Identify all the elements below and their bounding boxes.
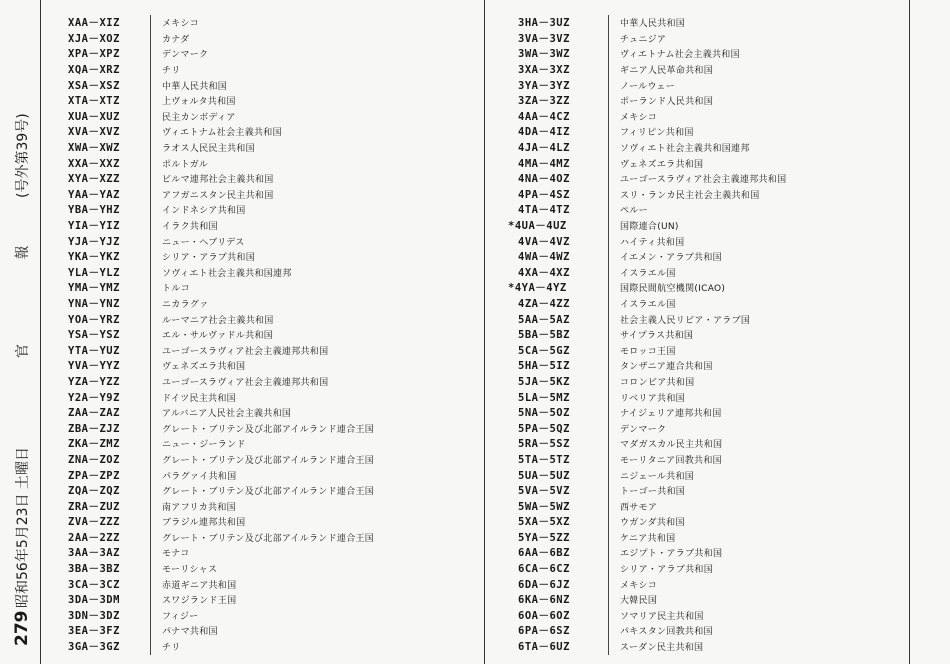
page-number: 279: [12, 610, 32, 646]
country-name: ユーゴースラヴィア社会主義連邦共和国: [620, 175, 787, 186]
call-sign-series: *4UA－4UZ: [508, 220, 567, 233]
country-name: ヴィエトナム社会主義共和国: [620, 50, 740, 61]
table-row: [508, 218, 898, 234]
table-row: [518, 514, 898, 530]
table-row: [68, 249, 470, 265]
call-sign-series: 4AA－4CZ: [518, 110, 570, 123]
call-sign-series: 3DA－3DM: [68, 594, 120, 607]
table-row: [68, 592, 470, 608]
country-name: ニュー・ヘブリデス: [162, 237, 245, 248]
country-name: デンマーク: [620, 424, 667, 435]
call-sign-series: XXA－XXZ: [68, 157, 120, 170]
table-row: [518, 109, 898, 125]
country-name: 西サモア: [620, 502, 658, 513]
table-row: [518, 171, 898, 187]
table-row: [518, 561, 898, 577]
country-name: デンマーク: [162, 50, 209, 61]
call-sign-series: ZNA－ZOZ: [68, 453, 120, 466]
country-name: ニュー・ジーランド: [162, 440, 246, 451]
country-name: 大韓民国: [620, 596, 658, 607]
call-sign-series: 5YA－5ZZ: [518, 531, 570, 544]
table-row: [518, 576, 898, 592]
call-sign-series: Y2A－Y9Z: [68, 391, 120, 404]
country-name: ペルー: [620, 206, 648, 217]
country-name: 民主カンボディア: [162, 112, 236, 123]
table-row: [68, 46, 470, 62]
country-name: トルコ: [162, 284, 190, 295]
call-sign-series: 5AA－5AZ: [518, 313, 570, 326]
call-sign-series: 5CA－5GZ: [518, 344, 570, 357]
table-row: [518, 358, 898, 374]
call-sign-series: ZKA－ZMZ: [68, 438, 120, 451]
table-row: [518, 374, 898, 390]
call-sign-series: 3HA－3UZ: [518, 17, 570, 30]
call-sign-series: 4XA－4XZ: [518, 266, 570, 279]
call-sign-series: 3CA－3CZ: [68, 578, 120, 591]
country-name: フィジー: [162, 611, 199, 622]
call-sign-series: 4MA－4MZ: [518, 157, 570, 170]
table-row: [518, 452, 898, 468]
table-row: [68, 15, 470, 31]
country-name: グレート・ブリテン及び北部アイルランド連合王国: [162, 455, 375, 466]
header-line: [8, 0, 36, 646]
table-row: [518, 93, 898, 109]
country-name: ナイジェリア連邦共和国: [620, 409, 722, 420]
country-name: ユーゴースラヴィア社会主義連邦共和国: [162, 377, 329, 388]
country-name: ヴィエトナム社会主義共和国: [162, 128, 282, 139]
call-sign-series: 3BA－3BZ: [68, 563, 120, 576]
table-row: [518, 46, 898, 62]
call-sign-series: 2AA－2ZZ: [68, 531, 120, 544]
table-row: [518, 155, 898, 171]
table-row: [68, 623, 470, 639]
table-row: [68, 342, 470, 358]
table-row: [68, 93, 470, 109]
table-row: [68, 452, 470, 468]
country-name: ウガンダ共和国: [620, 518, 685, 529]
country-name: 中華人民共和国: [620, 19, 686, 30]
table-row: [68, 140, 470, 156]
country-name: グレート・ブリテン及び北部アイルランド連合王国: [162, 424, 375, 435]
table-row: [68, 280, 470, 296]
call-sign-series: YLA－YLZ: [68, 266, 120, 279]
call-sign-series: XUA－XUZ: [68, 110, 120, 123]
country-name: タンザニア連合共和国: [620, 362, 713, 373]
country-name: ケニア共和国: [620, 533, 676, 544]
call-sign-series: 5BA－5BZ: [518, 329, 570, 342]
country-name: イエメン・アラブ共和国: [620, 253, 722, 264]
country-name: エジプト・アラブ共和国: [620, 549, 723, 560]
call-sign-table-right: [508, 15, 898, 655]
country-name: チリ: [162, 66, 181, 77]
call-sign-series: XVA－XVZ: [68, 126, 120, 139]
table-row: [518, 124, 898, 140]
column-separator: [150, 15, 151, 655]
table-row: [518, 202, 898, 218]
country-name: ビルマ連邦社会主義共和国: [162, 175, 274, 186]
table-row: [68, 218, 470, 234]
call-sign-series: XTA－XTZ: [68, 95, 120, 108]
call-sign-series: ZBA－ZJZ: [68, 422, 120, 435]
column-separator: [608, 15, 609, 655]
call-sign-series: ZPA－ZPZ: [68, 469, 120, 482]
country-name: ドイツ民主共和国: [162, 393, 236, 404]
country-name: メキシコ: [620, 580, 658, 591]
country-name: マダガスカル民主共和国: [620, 440, 723, 451]
country-name: チュニジア: [620, 34, 667, 45]
table-row: [68, 77, 470, 93]
table-row: [518, 530, 898, 546]
table-row: [518, 389, 898, 405]
call-sign-series: XSA－XSZ: [68, 79, 120, 92]
country-name: シリア・アラブ共和国: [162, 253, 256, 264]
call-sign-series: 4DA－4IZ: [518, 126, 570, 139]
country-name: ソヴィエト社会主義共和国連邦: [620, 144, 750, 155]
country-name: パラグァイ共和国: [162, 471, 237, 482]
country-name: リベリア共和国: [620, 393, 685, 404]
table-row: [518, 483, 898, 499]
call-sign-series: 4JA－4LZ: [518, 142, 570, 155]
table-row: [518, 467, 898, 483]
call-sign-series: 5NA－5OZ: [518, 407, 570, 420]
center-rule: [484, 0, 485, 664]
country-name: ニカラグァ: [162, 299, 209, 310]
call-sign-series: 3WA－3WZ: [518, 48, 570, 61]
country-name: 中華人民共和国: [162, 81, 228, 92]
country-name: モロッコ王国: [620, 346, 676, 357]
country-name: 国際連合(UN): [620, 222, 679, 233]
call-sign-series: 4PA－4SZ: [518, 188, 570, 201]
gazette-title: 官 報: [15, 205, 31, 358]
call-sign-series: 6DA－6JZ: [518, 578, 570, 591]
call-sign-series: 6KA－6NZ: [518, 594, 570, 607]
table-row: [518, 608, 898, 624]
country-name: スリ・ランカ民主社会主義共和国: [620, 190, 760, 201]
table-row: [68, 311, 470, 327]
table-row: [68, 514, 470, 530]
table-row: [68, 296, 470, 312]
table-row: [518, 140, 898, 156]
call-sign-series: 4VA－4VZ: [518, 235, 570, 248]
table-row: [518, 436, 898, 452]
country-name: ヴェネズエラ共和国: [620, 159, 704, 170]
table-row: [68, 639, 470, 655]
table-row: [68, 233, 470, 249]
call-sign-series: 3GA－3GZ: [68, 641, 120, 654]
call-sign-series: YOA－YRZ: [68, 313, 120, 326]
call-sign-series: YNA－YNZ: [68, 297, 120, 310]
table-row: [68, 498, 470, 514]
country-name: ニジェール共和国: [620, 471, 695, 482]
table-row: [518, 311, 898, 327]
table-row: [518, 327, 898, 343]
table-row: [68, 109, 470, 125]
country-name: コロンビア共和国: [620, 377, 695, 388]
call-sign-table-left: [68, 15, 470, 655]
country-name: ヴェネズエラ共和国: [162, 362, 246, 373]
call-sign-series: YZA－YZZ: [68, 375, 120, 388]
table-row: [68, 436, 470, 452]
call-sign-series: ZRA－ZUZ: [68, 500, 120, 513]
country-name: ポーランド人民共和国: [620, 97, 714, 108]
call-sign-series: YMA－YMZ: [68, 282, 120, 295]
country-name: ブラジル連邦共和国: [162, 518, 246, 529]
call-sign-series: XAA－XIZ: [68, 17, 120, 30]
call-sign-series: 5VA－5VZ: [518, 485, 570, 498]
country-name: ギニア人民革命共和国: [620, 66, 714, 77]
table-row: [68, 608, 470, 624]
table-row: [68, 171, 470, 187]
table-row: [518, 15, 898, 31]
country-name: 社会主義人民リビア・アラブ国: [620, 315, 751, 326]
header-rule: [40, 0, 41, 664]
table-row: [68, 358, 470, 374]
call-sign-series: YBA－YHZ: [68, 204, 120, 217]
call-sign-series: 3VA－3VZ: [518, 32, 570, 45]
call-sign-series: 4NA－4OZ: [518, 173, 570, 186]
table-row: [68, 124, 470, 140]
call-sign-series: 4WA－4WZ: [518, 251, 570, 264]
call-sign-series: 6AA－6BZ: [518, 547, 570, 560]
country-name: エル・サルヴァドル共和国: [162, 331, 274, 342]
country-name: イラク共和国: [162, 222, 218, 233]
call-sign-series: 5TA－5TZ: [518, 453, 570, 466]
table-row: [68, 576, 470, 592]
call-sign-series: 6CA－6CZ: [518, 563, 570, 576]
country-name: 赤道ギニア共和国: [162, 580, 237, 591]
table-row: [68, 265, 470, 281]
country-name: フィリピン共和国: [620, 128, 694, 139]
table-row: [518, 296, 898, 312]
call-sign-series: YJA－YJZ: [68, 235, 120, 248]
table-row: [68, 327, 470, 343]
call-sign-series: *4YA－4YZ: [508, 282, 567, 295]
call-sign-series: XPA－XPZ: [68, 48, 120, 61]
call-sign-series: 3YA－3YZ: [518, 79, 570, 92]
call-sign-series: 4ZA－4ZZ: [518, 297, 570, 310]
table-row: [518, 592, 898, 608]
table-row: [518, 405, 898, 421]
call-sign-series: 3DN－3DZ: [68, 609, 120, 622]
call-sign-series: 5WA－5WZ: [518, 500, 570, 513]
call-sign-series: 4TA－4TZ: [518, 204, 570, 217]
country-name: スワジランド王国: [162, 596, 237, 607]
call-sign-series: XYA－XZZ: [68, 173, 120, 186]
call-sign-series: YKA－YKZ: [68, 251, 120, 264]
publication-date: 昭和56年5月23日 土曜日: [15, 447, 31, 608]
call-sign-series: YAA－YAZ: [68, 188, 120, 201]
table-row: [68, 467, 470, 483]
table-row: [518, 342, 898, 358]
country-name: カナダ: [162, 34, 190, 45]
issue-number: (号外第39号): [15, 113, 31, 198]
table-row: [68, 405, 470, 421]
table-row: [508, 280, 898, 296]
country-name: ラオス人民民主共和国: [162, 144, 255, 155]
call-sign-series: 5XA－5XZ: [518, 516, 570, 529]
country-name: シリア・アラブ共和国: [620, 565, 714, 576]
call-sign-series: XJA－XOZ: [68, 32, 120, 45]
call-sign-series: 5JA－5KZ: [518, 375, 570, 388]
table-row: [518, 77, 898, 93]
table-row: [68, 62, 470, 78]
country-name: モーリタニア回教共和国: [620, 455, 722, 466]
page-header: [0, 0, 36, 664]
country-name: アルバニア人民社会主義共和国: [162, 409, 292, 420]
table-row: [68, 545, 470, 561]
table-row: [518, 623, 898, 639]
country-name: ソマリア民主共和国: [620, 611, 704, 622]
country-name: サイプラス共和国: [620, 331, 694, 342]
country-name: メキシコ: [162, 19, 200, 30]
table-row: [68, 155, 470, 171]
call-sign-series: 5PA－5QZ: [518, 422, 570, 435]
call-sign-series: ZQA－ZQZ: [68, 485, 120, 498]
table-row: [518, 265, 898, 281]
country-name: ルーマニア社会主義共和国: [162, 315, 274, 326]
table-row: [68, 420, 470, 436]
call-sign-series: 3EA－3FZ: [68, 625, 120, 638]
call-sign-series: XWA－XWZ: [68, 142, 120, 155]
call-sign-series: 3AA－3AZ: [68, 547, 120, 560]
country-name: スーダン民主共和国: [620, 643, 704, 654]
country-name: モナコ: [162, 549, 190, 560]
table-row: [68, 202, 470, 218]
table-row: [68, 187, 470, 203]
country-name: パナマ共和国: [162, 627, 218, 638]
country-name: ポルトガル: [162, 159, 209, 170]
call-sign-series: 5HA－5IZ: [518, 360, 570, 373]
country-name: インドネシア共和国: [162, 206, 246, 217]
country-name: ソヴィエト社会主義共和国連邦: [162, 268, 292, 279]
call-sign-series: YSA－YSZ: [68, 329, 120, 342]
right-rule: [909, 0, 910, 664]
table-row: [68, 31, 470, 47]
table-row: [68, 530, 470, 546]
call-sign-series: YVA－YYZ: [68, 360, 120, 373]
country-name: ユーゴースラヴィア社会主義連邦共和国: [162, 346, 329, 357]
table-row: [518, 249, 898, 265]
call-sign-series: 5LA－5MZ: [518, 391, 570, 404]
country-name: 上ヴォルタ共和国: [162, 97, 236, 108]
call-sign-series: 3XA－3XZ: [518, 64, 570, 77]
country-name: パキスタン回教共和国: [620, 627, 713, 638]
call-sign-series: 6TA－6UZ: [518, 641, 570, 654]
table-row: [518, 31, 898, 47]
call-sign-series: ZVA－ZZZ: [68, 516, 120, 529]
country-name: イスラエル国: [620, 268, 676, 279]
table-row: [68, 389, 470, 405]
call-sign-series: YIA－YIZ: [68, 220, 120, 233]
call-sign-series: 3ZA－3ZZ: [518, 95, 570, 108]
table-row: [68, 483, 470, 499]
table-row: [518, 420, 898, 436]
table-row: [518, 498, 898, 514]
country-name: トーゴー共和国: [620, 487, 686, 498]
call-sign-series: 5UA－5UZ: [518, 469, 570, 482]
table-row: [518, 233, 898, 249]
country-name: ハイティ共和国: [620, 237, 685, 248]
call-sign-series: YTA－YUZ: [68, 344, 120, 357]
country-name: 南アフリカ共和国: [162, 502, 236, 513]
call-sign-series: 5RA－5SZ: [518, 438, 570, 451]
country-name: メキシコ: [620, 112, 658, 123]
country-name: アフガニスタン民主共和国: [162, 190, 274, 201]
table-row: [68, 374, 470, 390]
country-name: グレート・ブリテン及び北部アイルランド連合王国: [162, 533, 375, 544]
table-row: [518, 545, 898, 561]
table-row: [68, 561, 470, 577]
call-sign-series: 6PA－6SZ: [518, 625, 570, 638]
call-sign-series: 6OA－6OZ: [518, 609, 570, 622]
call-sign-series: XQA－XRZ: [68, 64, 120, 77]
country-name: チリ: [162, 643, 181, 654]
country-name: 国際民間航空機関(ICAO): [620, 284, 726, 295]
country-name: グレート・ブリテン及び北部アイルランド連合王国: [162, 487, 375, 498]
country-name: ノールウェー: [620, 81, 675, 92]
country-name: イスラエル国: [620, 299, 676, 310]
call-sign-series: ZAA－ZAZ: [68, 407, 120, 420]
table-row: [518, 187, 898, 203]
table-row: [518, 62, 898, 78]
country-name: モーリシャス: [162, 565, 218, 576]
table-row: [518, 639, 898, 655]
